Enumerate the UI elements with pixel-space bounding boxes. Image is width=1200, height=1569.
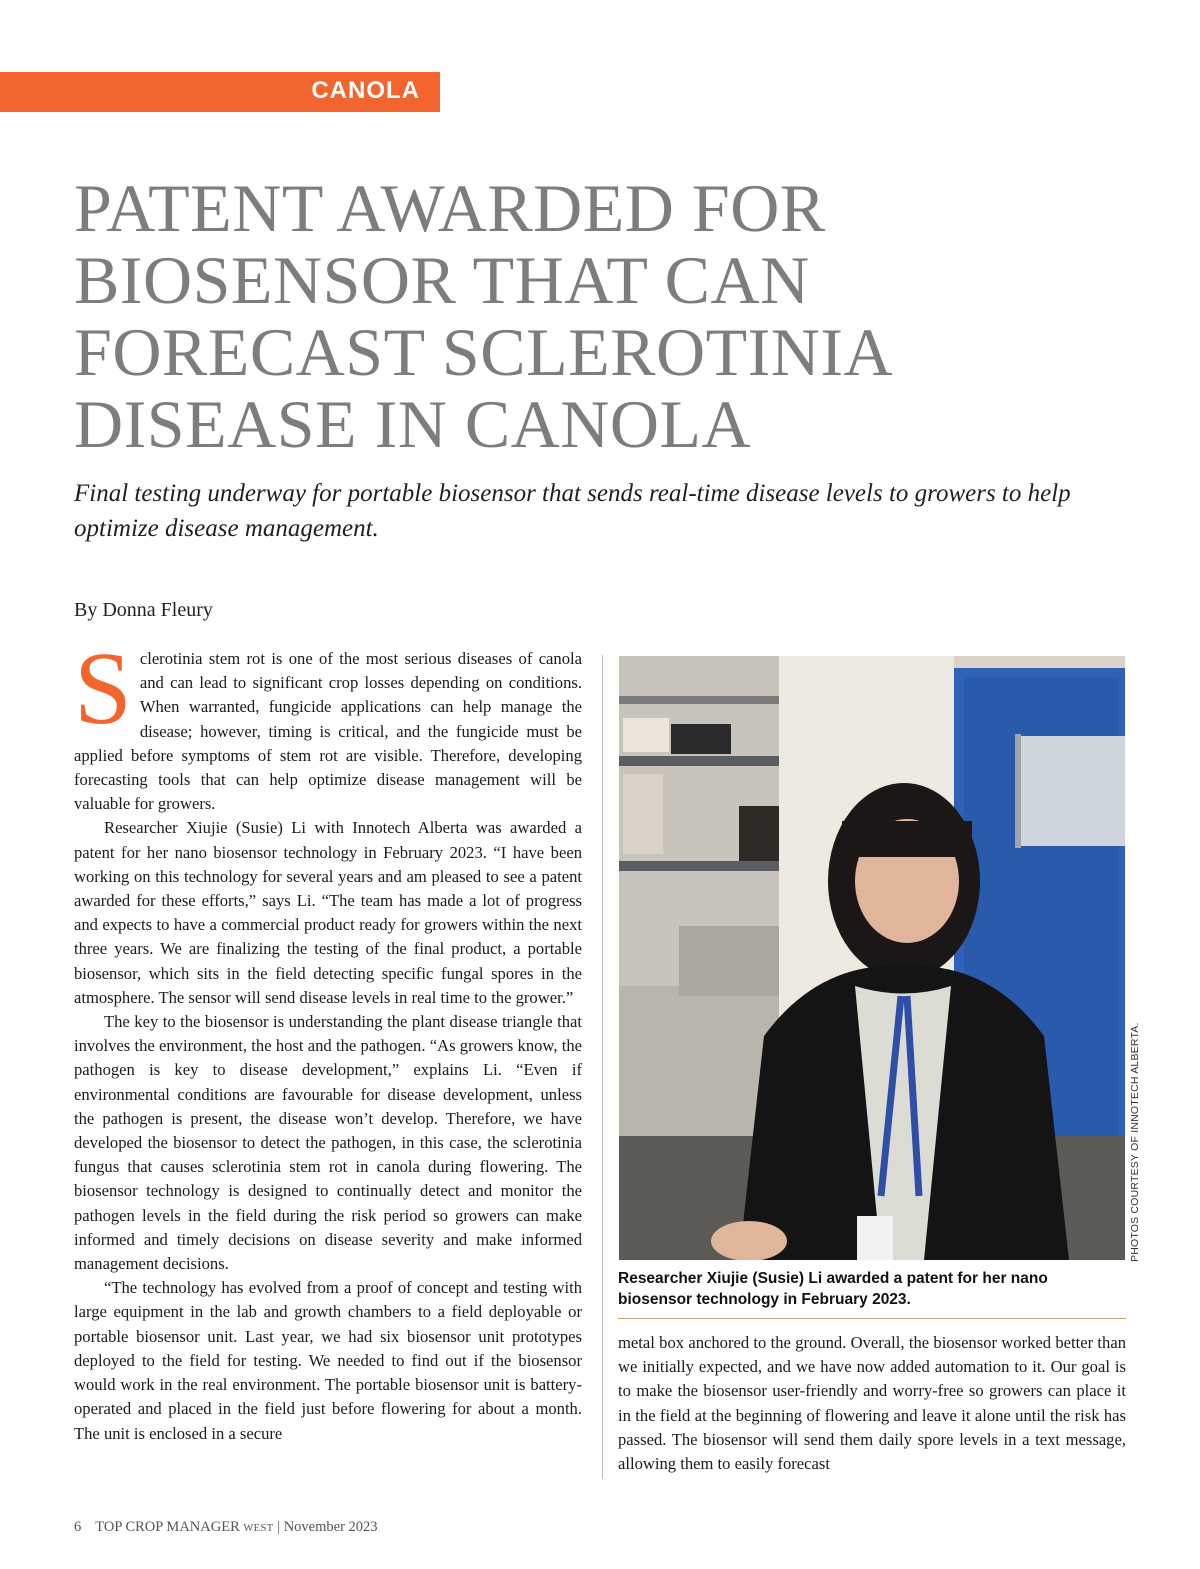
paragraph-text: clerotinia stem rot is one of the most serious diseases of canola and can lead to significant crop losses depending on conditions. When warranted, fungicide applications can help manage the disease; however, timing is critical, and the fungicide must be applied before symptoms of stem rot are visible. Therefore, developing forecasting tools that can help optimize disease management will be valuable for growers. bbox=[74, 649, 582, 814]
body-paragraph: metal box anchored to the ground. Overall, the biosensor worked better than we initially expected, and we have now added automation to it. Our goal is to make the biosensor user-friendly and worry-free so growers can place it in the field at the beginning of flowering and leave it alone until the risk has passed. The biosensor will send them daily spore levels in a text message, allowing them to easily forecast bbox=[618, 1333, 1126, 1474]
section-label: CANOLA bbox=[311, 77, 420, 104]
publication-edition: WEST bbox=[243, 1523, 274, 1534]
byline: By Donna Fleury bbox=[74, 599, 213, 621]
issue-date: | November 2023 bbox=[277, 1519, 378, 1535]
caption-divider bbox=[618, 1318, 1126, 1319]
page-footer bbox=[74, 1519, 378, 1536]
article-dek: Final testing underway for portable biosensor that sends real-time disease levels to growers to help optimize disease management. bbox=[74, 480, 1071, 542]
section-banner bbox=[0, 72, 440, 112]
researcher-photo bbox=[619, 656, 1125, 1260]
body-column-left bbox=[74, 631, 582, 1446]
body-paragraph bbox=[74, 631, 582, 816]
body-column-right bbox=[618, 1331, 1126, 1476]
body-paragraph: Researcher Xiujie (Susie) Li with Innotech Alberta was awarded a patent for her nano biosensor technology in February 2023. “I have been working on this technology for several years and am pleased to see a patent awarded for these efforts,” says Li. “The team has made a lot of progress and expects to have a commercial product ready for growers within the next three years. We are finalizing the testing of the final product, a portable biosensor, which sits in the field detecting specific fungal spores in the atmosphere. The sensor will send disease levels in real time to the grower.” bbox=[74, 818, 582, 1007]
page-number: 6 bbox=[74, 1519, 82, 1535]
article-headline: PATENT AWARDED FOR BIOSENSOR THAT CAN FORECAST SCLEROTINIA DISEASE IN CANOLA bbox=[74, 170, 890, 462]
body-paragraph: The key to the biosensor is understanding the plant disease triangle that involves the environment, the host and the pathogen. “As growers know, the pathogen is key to disease development,” explains Li. “Even if environmental conditions are favourable for disease development, unless the pathogen is present, the disease won’t develop. Therefore, we have developed the biosensor to detect the pathogen, in this case, the sclerotinia fungus that causes sclerotinia stem rot in canola during flowering. The biosensor technology is designed to continually detect and monitor the pathogen levels in the field during the risk period so growers can make informed and timely decisions on disease severity and make informed management decisions. bbox=[74, 1012, 582, 1274]
photo-credit: PHOTOS COURTESY OF INNOTECH ALBERTA. bbox=[1129, 1022, 1141, 1262]
column-divider bbox=[602, 655, 603, 1479]
drop-cap: S bbox=[74, 631, 132, 746]
publication-name: TOP CROP MANAGER bbox=[95, 1519, 240, 1535]
body-paragraph: “The technology has evolved from a proof of concept and testing with large equipment in the lab and growth chambers to a field deployable or portable biosensor unit. Last year, we had six biosensor unit prototypes deployed to the field for testing. We needed to find out if the biosensor would work in the real environment. The portable biosensor unit is battery-operated and placed in the field just before flowering for about a month. The unit is enclosed in a secure bbox=[74, 1278, 582, 1443]
figure-caption: Researcher Xiujie (Susie) Li awarded a patent for her nano biosensor technology in February 2023. bbox=[618, 1270, 1048, 1308]
